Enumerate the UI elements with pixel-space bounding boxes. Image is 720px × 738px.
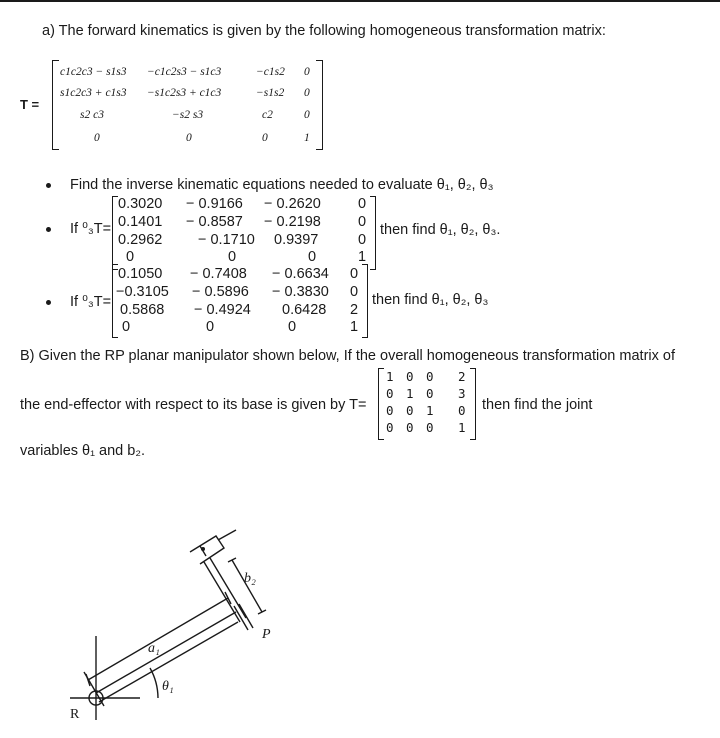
b2-cell-3-1: 0 [228, 249, 237, 265]
pb-cell-3-3: 1 [458, 420, 466, 435]
b3-cell-1-0: −0.3105 [116, 284, 169, 300]
pb-cell-2-0: 0 [386, 403, 394, 418]
link-b2-right [210, 558, 246, 618]
b2-cell-0-2: − 0.2620 [264, 196, 321, 212]
b2-cell-0-3: 0 [358, 196, 367, 212]
b2-cell-0-0: 0.3020 [118, 196, 163, 212]
b3-cell-1-2: − 0.3830 [272, 284, 329, 300]
b2-cell-2-1: − 0.1710 [198, 232, 255, 248]
b2-dimension-line [232, 560, 262, 612]
b3-cell-3-3: 1 [350, 319, 359, 335]
pb-cell-3-2: 0 [426, 420, 434, 435]
t-cell-3-3: 1 [304, 132, 310, 144]
pb-cell-0-3: 2 [458, 369, 466, 384]
part-b-line-1: B) Given the RP planar manipulator shown below, If the overall homogeneous transformation matrix of [20, 348, 675, 364]
bullet-3-suffix: then find θ₁, θ₂, θ₃ [372, 292, 489, 308]
b2-cell-1-2: − 0.2198 [264, 214, 321, 230]
t-cell-0-0: c1c2c3 − s1s3 [60, 66, 127, 78]
b2-cell-1-0: 0.1401 [118, 214, 163, 230]
t-cell-2-3: 0 [304, 109, 310, 121]
b2-cell-2-0: 0.2962 [118, 232, 163, 248]
t-cell-0-3: 0 [304, 66, 310, 78]
bullet-2-suffix: then find θ₁, θ₂, θ₃. [380, 222, 501, 238]
part-b-line-2-end: then find the joint [482, 397, 593, 413]
b3-cell-2-3: 2 [350, 302, 359, 318]
pb-cell-3-1: 0 [406, 420, 414, 435]
b2-cell-1-3: 0 [358, 214, 367, 230]
label-b2: b₂ [244, 571, 256, 586]
pb-cell-1-1: 1 [406, 386, 414, 401]
b3-cell-2-2: 0.6428 [282, 302, 327, 318]
gripper-pivot-dot [201, 547, 205, 551]
prismatic-joint-plate-2 [239, 604, 253, 628]
t-cell-3-1: 0 [186, 132, 192, 144]
t-cell-0-1: −c1c2s3 − s1c3 [147, 66, 222, 78]
label-P: P [262, 627, 271, 642]
b2-cell-3-3: 1 [358, 249, 367, 265]
b2-cell-3-2: 0 [308, 249, 317, 265]
pb-cell-0-1: 0 [406, 369, 414, 384]
t-cell-2-2: c2 [262, 109, 273, 121]
pb-cell-1-0: 0 [386, 386, 394, 401]
pb-cell-1-2: 0 [426, 386, 434, 401]
b3-cell-3-1: 0 [206, 319, 215, 335]
t-cell-1-2: −s1s2 [256, 87, 285, 99]
b3-cell-0-0: 0.1050 [118, 266, 163, 282]
b3-cell-0-1: − 0.7408 [190, 266, 247, 282]
pb-cell-2-1: 0 [406, 403, 414, 418]
b2-cell-1-1: − 0.8587 [186, 214, 243, 230]
pb-cell-3-0: 0 [386, 420, 394, 435]
b2-cell-2-3: 0 [358, 232, 367, 248]
t-cell-3-2: 0 [262, 132, 268, 144]
bullet-2-prefix: If ⁰₃T= [70, 221, 112, 237]
bullet-1-text: Find the inverse kinematic equations needed to evaluate θ₁, θ₂, θ₃ [70, 177, 494, 193]
part-b-line-2: the end-effector with respect to its base is given by T= [20, 397, 367, 413]
b3-cell-1-1: − 0.5896 [192, 284, 249, 300]
t-cell-1-3: 0 [304, 87, 310, 99]
b3-cell-0-3: 0 [350, 266, 359, 282]
t-cell-3-0: 0 [94, 132, 100, 144]
pb-cell-0-2: 0 [426, 369, 434, 384]
t-cell-1-0: s1c2c3 + c1s3 [60, 87, 127, 99]
b3-cell-0-2: − 0.6634 [272, 266, 329, 282]
pb-cell-0-0: 1 [386, 369, 394, 384]
b2-cell-2-2: 0.9397 [274, 232, 319, 248]
t-cell-2-1: −s2 s3 [172, 109, 204, 121]
pb-cell-1-3: 3 [458, 386, 466, 401]
part-b-line-3: variables θ₁ and b₂. [20, 443, 145, 459]
link-b2-left [204, 562, 240, 622]
b2-cell-0-1: − 0.9166 [186, 196, 243, 212]
label-theta1: θ₁ [162, 679, 174, 694]
pb-cell-2-3: 0 [458, 403, 466, 418]
bullet-3-prefix: If ⁰₃T= [70, 294, 112, 310]
b3-cell-2-0: 0.5868 [120, 302, 165, 318]
part-a-heading: a) The forward kinematics is given by the following homogeneous transformation matrix: [42, 23, 606, 39]
t-cell-2-0: s2 c3 [80, 109, 104, 121]
label-a1: a₁ [148, 641, 160, 656]
t-cell-0-2: −c1s2 [256, 66, 285, 78]
b3-cell-3-0: 0 [122, 319, 131, 335]
b3-cell-1-3: 0 [350, 284, 359, 300]
label-R: R [70, 707, 80, 722]
t-matrix-label: T = [20, 97, 40, 112]
b2-cell-3-0: 0 [126, 249, 135, 265]
gripper-jaw-top [218, 530, 236, 540]
b3-cell-3-2: 0 [288, 319, 297, 335]
b3-cell-2-1: − 0.4924 [194, 302, 251, 318]
pb-cell-2-2: 1 [426, 403, 434, 418]
t-cell-1-1: −s1c2s3 + c1c3 [147, 87, 222, 99]
